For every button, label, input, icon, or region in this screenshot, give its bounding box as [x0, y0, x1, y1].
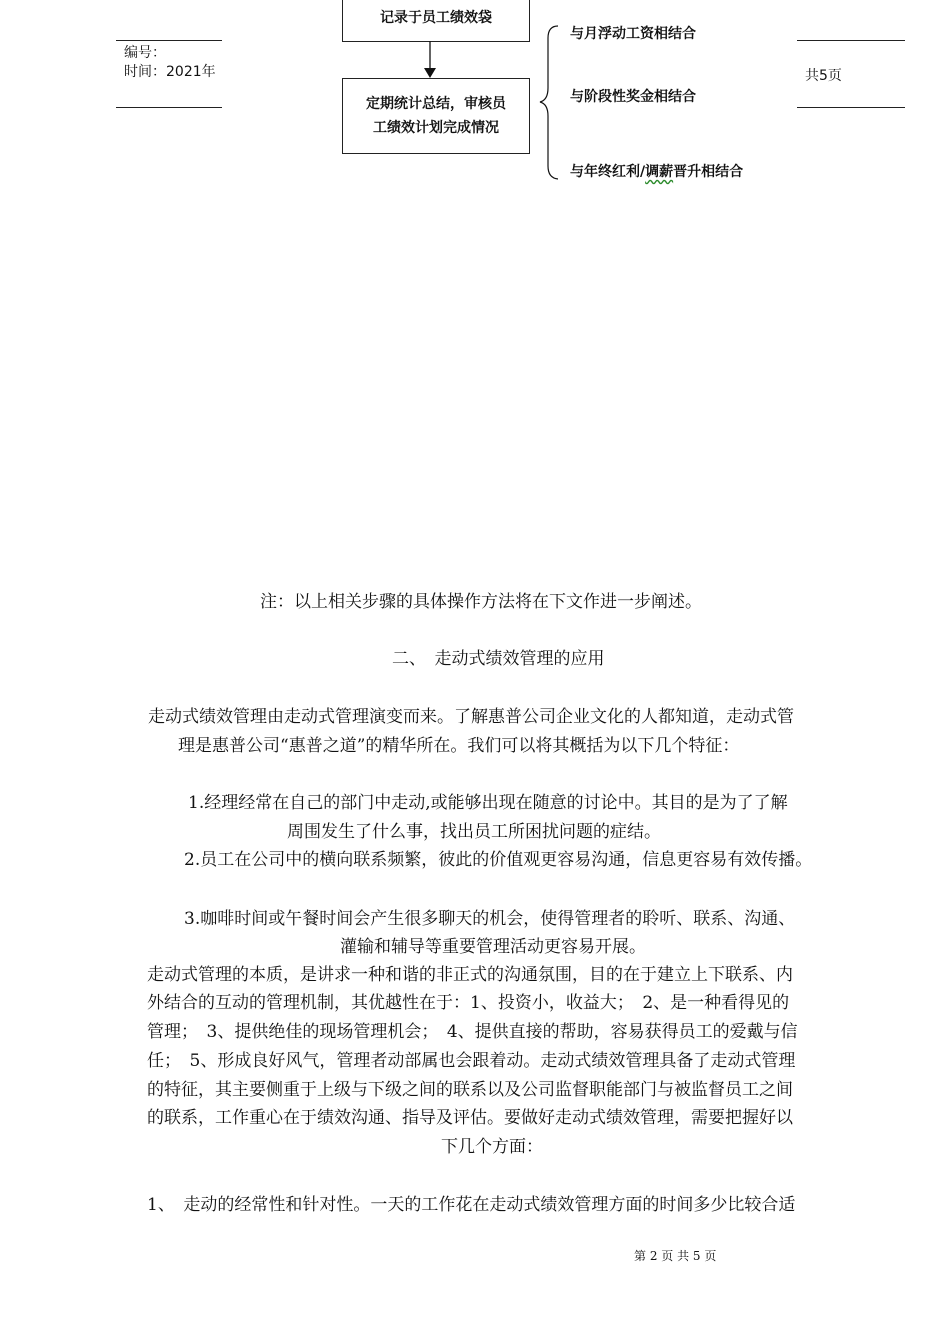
- header-line-bottom-left: [116, 107, 222, 108]
- flow-arrow: [420, 41, 440, 81]
- essence-line-7: 下几个方面：: [441, 1137, 543, 1157]
- header-line-top-left: [116, 40, 222, 41]
- essence-line-5: 的特征，其主要侧重于上级与下级之间的联系以及公司监督职能部门与被监督员工之间: [147, 1080, 793, 1100]
- branch-monthly-wage: 与月浮动工资相结合: [570, 26, 696, 42]
- essence-line-3: 管理； 3、提供绝佳的现场管理机会； 4、提供直接的帮助，容易获得员工的爱戴与信: [147, 1022, 798, 1042]
- feature-item-1-line-1: 1.经理经常在自己的部门中走动,或能够出现在随意的讨论中。其目的是为了了解: [188, 793, 788, 813]
- header-line-bottom-right: [797, 107, 905, 108]
- branch-year-end: [570, 161, 743, 181]
- feature-item-3-line-1: 3.咖啡时间或午餐时间会产生很多聊天的机会，使得管理者的聆听、联系、沟通、: [184, 909, 796, 929]
- feature-item-1-line-2: 周围发生了什么事，找出员工所困扰问题的症结。: [287, 822, 661, 842]
- branch-year-end-c: 晋升相结合: [673, 164, 744, 180]
- total-pages-label: 共5页: [805, 68, 842, 84]
- flow-box-review-line2: 工绩效计划完成情况: [373, 120, 499, 136]
- section-title: 二、 走动式绩效管理的应用: [392, 649, 605, 669]
- doc-number-label: 编号：: [124, 45, 166, 61]
- note-text: 注：以上相关步骤的具体操作方法将在下文作进一步阐述。: [260, 592, 702, 612]
- essence-line-1: 走动式管理的本质，是讲求一种和谐的非正式的沟通氛围，目的在于建立上下联系、内: [147, 965, 793, 985]
- branch-year-end-a: 与年终红利/: [570, 164, 646, 180]
- header-line-top-right: [797, 40, 905, 41]
- essence-line-2: 外结合的互动的管理机制，其优越性在于：1、投资小，收益大； 2、是一种看得见的: [147, 993, 790, 1013]
- doc-time-label: 时间：2021年: [124, 64, 216, 80]
- flow-box-review: [342, 78, 530, 154]
- intro-line-1: 走动式绩效管理由走动式管理演变而来。了解惠普公司企业文化的人都知道，走动式管: [148, 707, 794, 727]
- essence-line-6: 的联系，工作重心在于绩效沟通、指导及评估。要做好走动式绩效管理，需要把握好以: [147, 1108, 793, 1128]
- branch-year-end-b: 调薪: [645, 164, 674, 180]
- page-footer: 第 2 页 共 5 页: [634, 1249, 717, 1263]
- feature-item-2: 2.员工在公司中的横向联系频繁，彼此的价值观更容易沟通，信息更容易有效传播。: [184, 850, 813, 870]
- flow-box-record: [342, 0, 530, 42]
- essence-line-4: 任； 5、形成良好风气，管理者动部属也会跟着动。走动式绩效管理具备了走动式管理: [147, 1051, 796, 1071]
- point-1: 1、 走动的经常性和针对性。一天的工作花在走动式绩效管理方面的时间多少比较合适: [147, 1195, 796, 1215]
- flow-box-record-text: 记录于员工绩效袋: [380, 10, 492, 26]
- intro-line-2: 理是惠普公司“惠普之道”的精华所在。我们可以将其概括为以下几个特征：: [178, 736, 740, 756]
- branch-stage-bonus: 与阶段性奖金相结合: [570, 89, 696, 105]
- feature-item-3-line-2: 灌输和辅导等重要管理活动更容易开展。: [340, 937, 646, 957]
- curly-brace: [536, 22, 566, 184]
- flow-box-review-line1: 定期统计总结，审核员: [366, 96, 506, 112]
